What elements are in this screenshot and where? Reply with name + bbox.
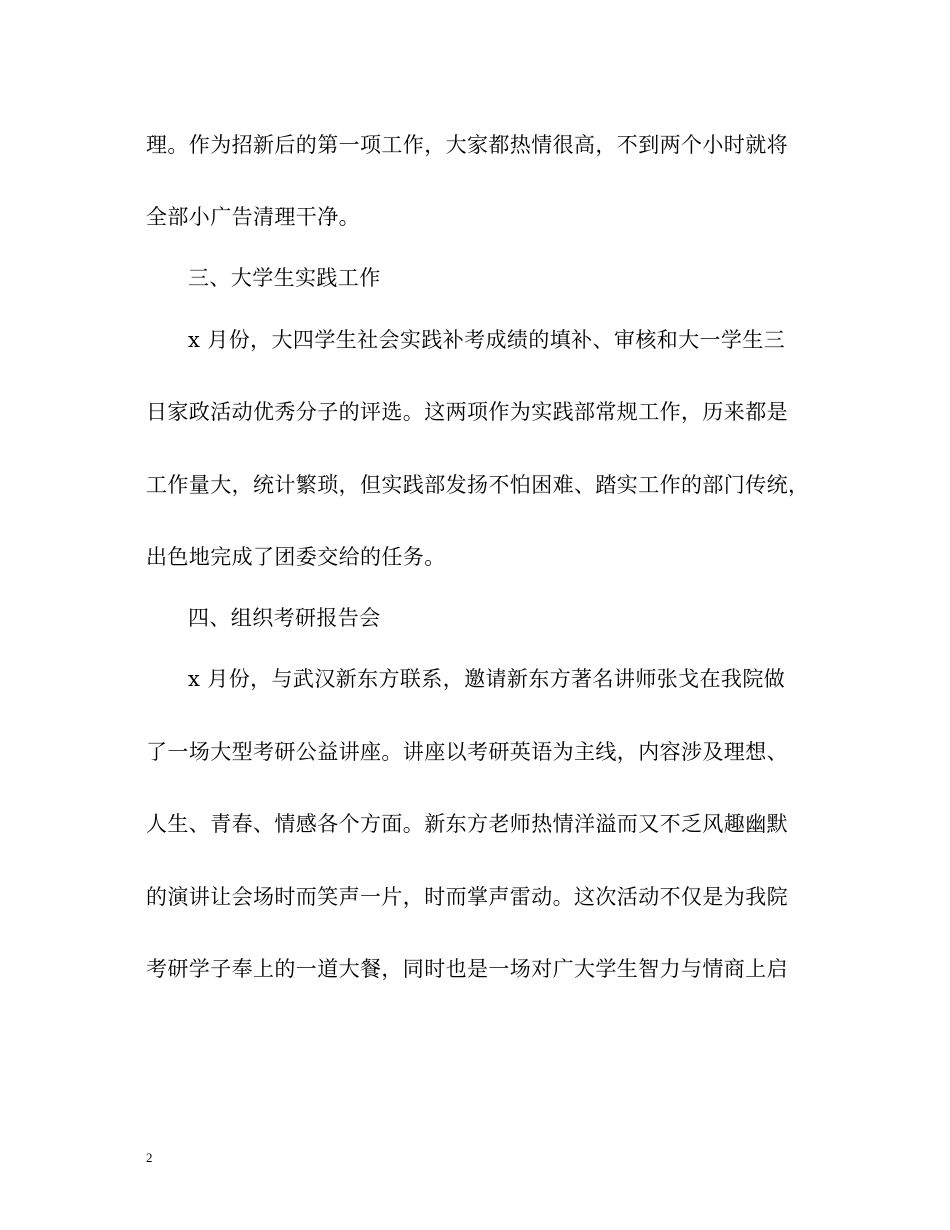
- section-heading: 三、大学生实践工作: [188, 266, 381, 290]
- paragraph-line: 全部小广告清理干净。: [146, 205, 360, 229]
- paragraph-line: 日家政活动优秀分子的评选。这两项作为实践部常规工作，历来都是: [146, 400, 788, 424]
- paragraph-line: 人生、青春、情感各个方面。新东方老师热情洋溢而又不乏风趣幽默: [146, 812, 788, 836]
- paragraph-line: 工作量大，统计繁琐，但实践部发扬不怕困难、踏实工作的部门传统，: [146, 473, 810, 497]
- paragraph-line: x 月份，与武汉新东方联系，邀请新东方著名讲师张戈在我院做: [188, 667, 786, 691]
- page-number: 2: [146, 1150, 153, 1165]
- section-heading: 四、组织考研报告会: [188, 606, 381, 630]
- paragraph-line: 的演讲让会场时而笑声一片，时而掌声雷动。这次活动不仅是为我院: [146, 885, 788, 909]
- paragraph-line: 了一场大型考研公益讲座。讲座以考研英语为主线，内容涉及理想、: [146, 740, 788, 764]
- paragraph-line: 考研学子奉上的一道大餐，同时也是一场对广大学生智力与情商上启: [146, 957, 788, 981]
- paragraph-line: x 月份，大四学生社会实践补考成绩的填补、审核和大一学生三: [188, 328, 786, 352]
- paragraph-line: 理。作为招新后的第一项工作，大家都热情很高，不到两个小时就将: [146, 133, 788, 157]
- paragraph-line: 出色地完成了团委交给的任务。: [146, 545, 446, 569]
